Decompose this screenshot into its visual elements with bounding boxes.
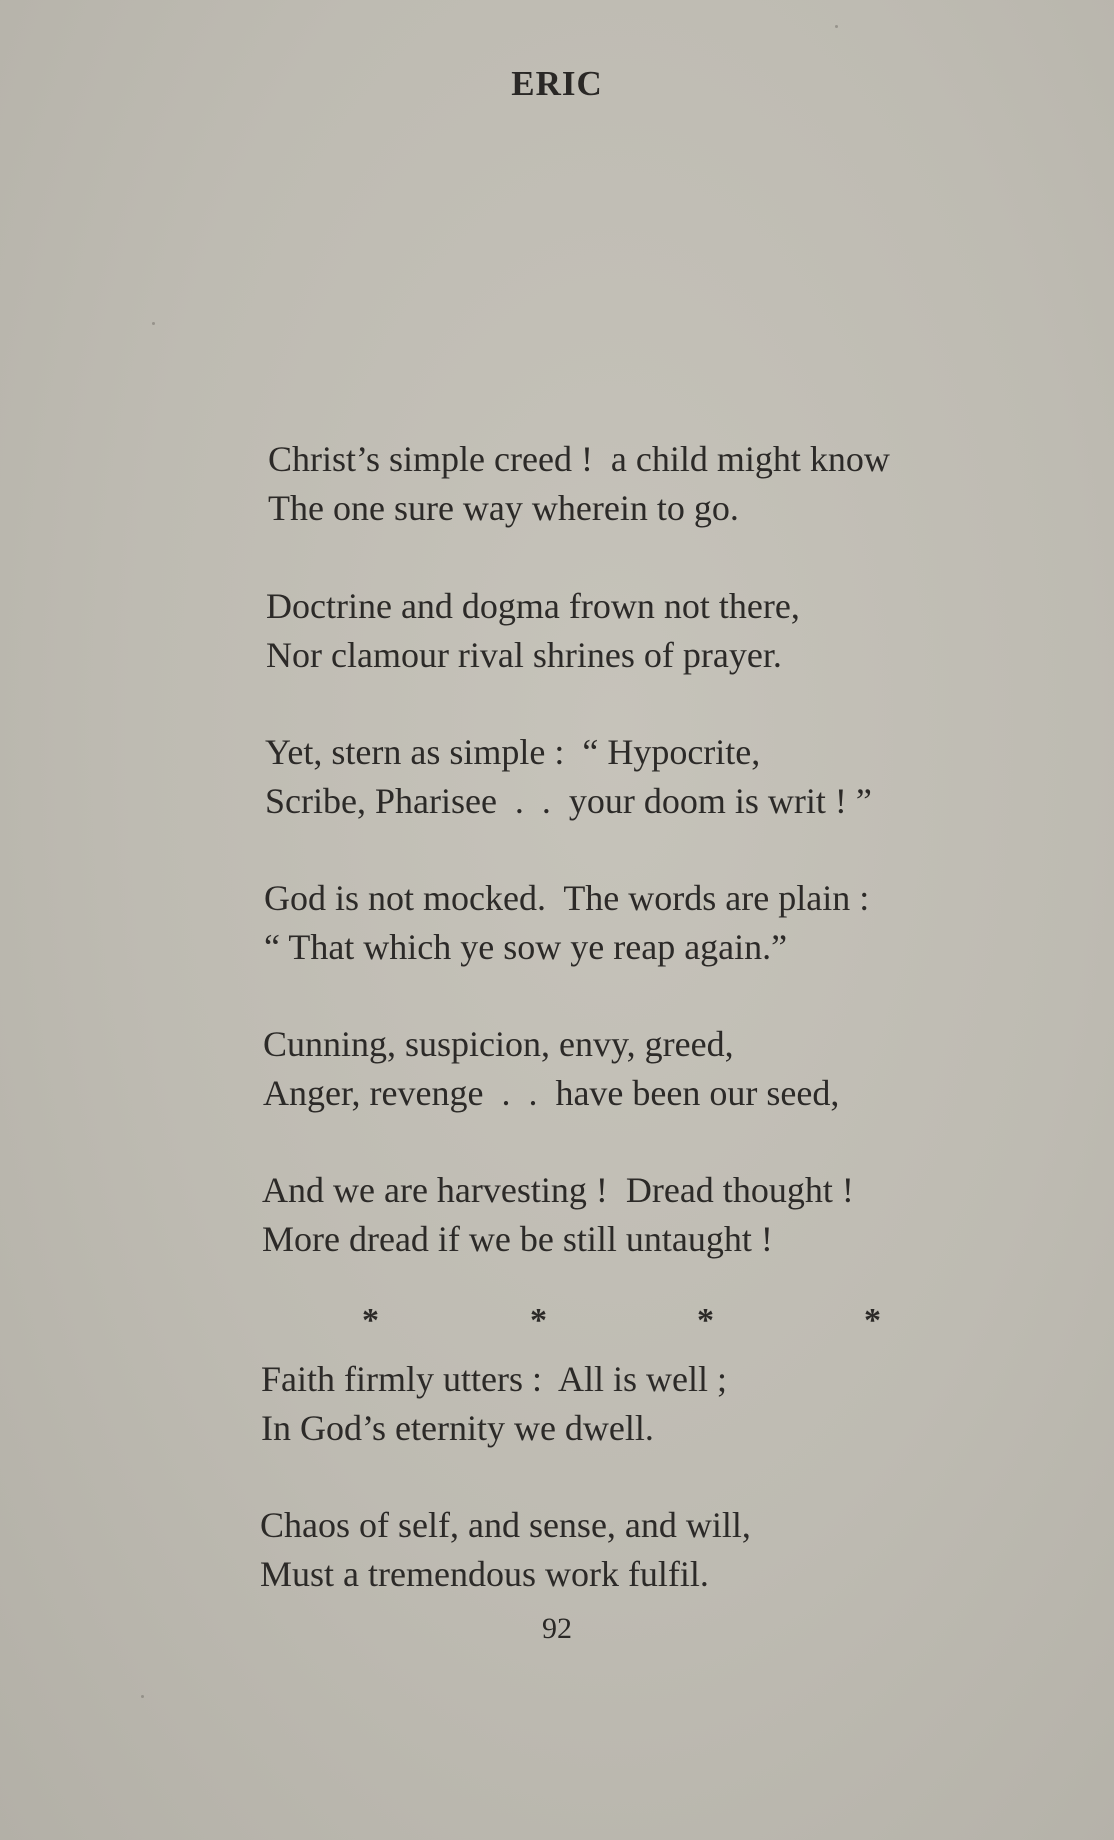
asterisk: * [362,1302,379,1339]
stanza-1 [0,435,1114,533]
verse-line: And we are harvesting ! Dread thought ! [262,1170,854,1210]
verse-line: God is not mocked. The words are plain : [264,878,870,918]
verse-line: Yet, stern as simple : “ Hypocrite, [265,732,761,772]
running-head: ERIC [511,64,603,103]
asterisk: * [697,1302,714,1339]
paper-speck [835,25,838,28]
stanza-4 [0,874,1114,972]
verse-line: Nor clamour rival shrines of prayer. [266,635,782,675]
verse-line: Scribe, Pharisee . . your doom is writ ! ” [265,781,872,821]
stanza-8 [0,1501,1114,1599]
verse-line: “ That which ye sow ye reap again.” [264,927,788,967]
verse-line: Chaos of self, and sense, and will, [260,1505,751,1545]
verse-line: Doctrine and dogma frown not there, [266,586,800,626]
asterisk: * [530,1302,547,1339]
paper-speck [141,1695,144,1698]
verse-line: Cunning, suspicion, envy, greed, [263,1024,734,1064]
verse-line: Faith firmly utters : All is well ; [261,1359,727,1399]
stanza-2 [0,582,1114,680]
asterisk: * [864,1302,881,1339]
stanza-6 [0,1166,1114,1264]
verse-line: Christ’s simple creed ! a child might know [268,439,890,479]
stanza-5 [0,1020,1114,1118]
verse-line: Anger, revenge . . have been our seed, [263,1073,840,1113]
verse-line: In God’s eternity we dwell. [261,1408,654,1448]
section-break [0,1302,1114,1342]
stanza-3 [0,728,1114,826]
paper-speck [152,322,155,325]
verse-line: More dread if we be still untaught ! [262,1219,773,1259]
stanza-7 [0,1355,1114,1453]
verse-line: The one sure way wherein to go. [268,488,739,528]
page-number: 92 [542,1612,572,1645]
verse-line: Must a tremendous work fulfil. [260,1554,709,1594]
